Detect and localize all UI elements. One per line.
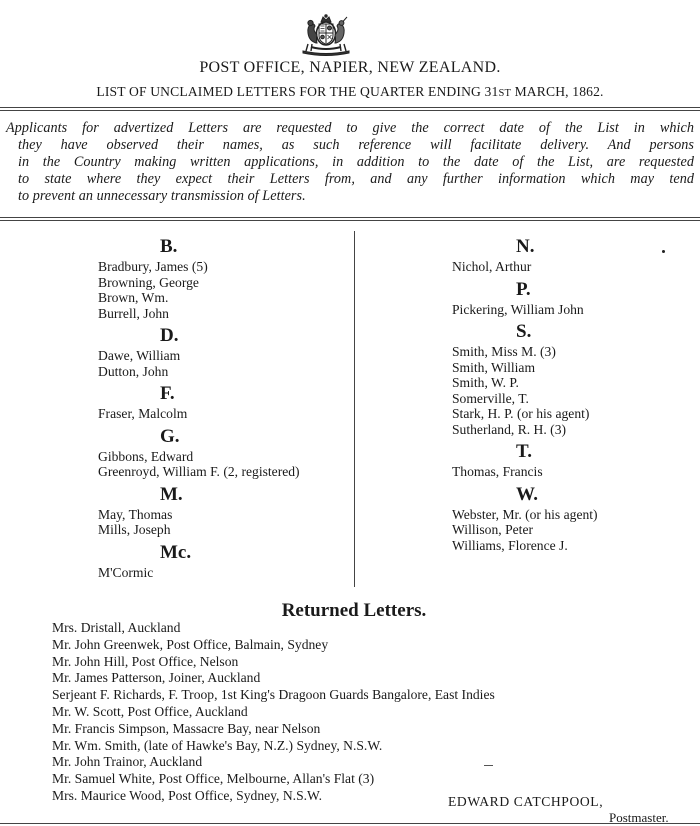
list-item: Nichol, Arthur: [452, 259, 532, 274]
signature-title: Postmaster.: [609, 810, 669, 825]
list-item: Pickering, William John: [452, 301, 584, 317]
list-item: Mr. Wm. Smith, (late of Hawke's Bay, N.Z.) Sydney, N.S.W.: [52, 737, 383, 753]
list-item: Fraser, Malcolm: [98, 406, 188, 421]
list-item: Mrs. Dristall, Auckland: [52, 620, 181, 635]
section-letter: G.: [160, 425, 180, 447]
signature-name: EDWARD CATCHPOOL,: [448, 794, 604, 809]
divider: [0, 220, 700, 221]
section-letter: T.: [516, 441, 533, 462]
list-item: Gibbons, Edward: [98, 448, 194, 464]
section-letter: F.: [160, 383, 175, 404]
list-item: Sutherland, R. H. (3): [452, 421, 567, 437]
list-item: M'Cormic: [98, 564, 154, 580]
list-item: Bradbury, James (5): [98, 259, 208, 274]
unclaimed-list-right: [452, 232, 692, 553]
list-subtitle: [6, 84, 694, 100]
column-divider: [354, 231, 355, 587]
list-item: Mr. Francis Simpson, Massacre Bay, near Nelson: [52, 720, 321, 736]
list-item: Smith, W. P.: [452, 375, 519, 390]
section-letter: P.: [516, 278, 531, 300]
section-letter: M.: [160, 483, 183, 505]
royal-coat-of-arms-icon: [297, 13, 355, 57]
list-item: Williams, Florence J.: [452, 537, 568, 553]
returned-letters-list: [52, 620, 692, 805]
list-item: Thomas, Francis: [452, 464, 543, 479]
list-item: Mrs. Maurice Wood, Post Office, Sydney, N.S.W.: [52, 787, 323, 803]
list-item: Smith, Miss M. (3): [452, 344, 556, 359]
page-title: POST OFFICE, NAPIER, NEW ZEALAND.: [199, 59, 501, 76]
list-item: Webster, Mr. (or his agent): [452, 506, 598, 522]
list-item: Mr. W. Scott, Post Office, Auckland: [52, 703, 248, 719]
list-item: Burrell, John: [98, 305, 169, 321]
divider: [0, 110, 700, 111]
list-item: Greenroyd, William F. (2, registered): [98, 464, 300, 479]
section-letter: N.: [516, 236, 535, 257]
list-item: Willison, Peter: [452, 522, 534, 537]
list-item: Mr. James Patterson, Joiner, Auckland: [52, 670, 261, 686]
list-item: Mr. John Trainor, Auckland: [52, 754, 203, 770]
list-item: Serjeant F. Richards, F. Troop, 1st King's Dragoon Guards Bangalore, East Indies: [52, 687, 495, 703]
printers-mark: [484, 765, 493, 766]
unclaimed-list-left: [98, 232, 350, 580]
notice-line: to state where they expect their Letters from, and any further information which may tend: [18, 171, 694, 187]
section-letter: Mc.: [160, 541, 192, 563]
section-letter: W.: [516, 483, 539, 505]
divider: [0, 107, 700, 108]
list-item: Somerville, T.: [452, 390, 529, 406]
list-item: Mr. Samuel White, Post Office, Melbourne, Allan's Flat (3): [52, 771, 375, 787]
notice-line: they have observed their names, as such reference will facilitate delivery. And persons: [18, 137, 694, 153]
list-item: Mills, Joseph: [98, 522, 171, 537]
notice-line: to prevent an unnecessary transmission of Letters.: [18, 188, 306, 204]
subtitle-date: MARCH, 1862.: [511, 84, 604, 99]
divider: [0, 217, 700, 218]
section-letter: S.: [516, 321, 532, 342]
list-item: Mr. John Hill, Post Office, Nelson: [52, 653, 239, 669]
list-item: Dawe, William: [98, 348, 181, 363]
list-item: Smith, William: [452, 359, 536, 375]
notice-line: Applicants for advertized Letters are requested to give the correct date of the List in which: [6, 120, 694, 136]
list-item: Stark, H. P. (or his agent): [452, 406, 590, 421]
list-item: Mr. John Greenwek, Post Office, Balmain, Sydney: [52, 636, 329, 652]
list-item: May, Thomas: [98, 506, 173, 522]
section-letter: B.: [160, 236, 178, 257]
section-letter: D.: [160, 325, 179, 346]
divider: [0, 823, 700, 824]
subtitle-ordinal: ST: [498, 88, 512, 99]
notice-line: in the Country making written applications, in addition to the date of the List, are requested: [18, 154, 694, 170]
list-item: Brown, Wm.: [98, 290, 169, 305]
returned-letters-heading: Returned Letters.: [281, 600, 427, 621]
list-item: Dutton, John: [98, 363, 169, 379]
applicant-notice: [6, 120, 694, 205]
list-item: Browning, George: [98, 274, 199, 290]
subtitle-text: LIST OF UNCLAIMED LETTERS FOR THE QUARTER ENDING 31: [96, 84, 499, 99]
